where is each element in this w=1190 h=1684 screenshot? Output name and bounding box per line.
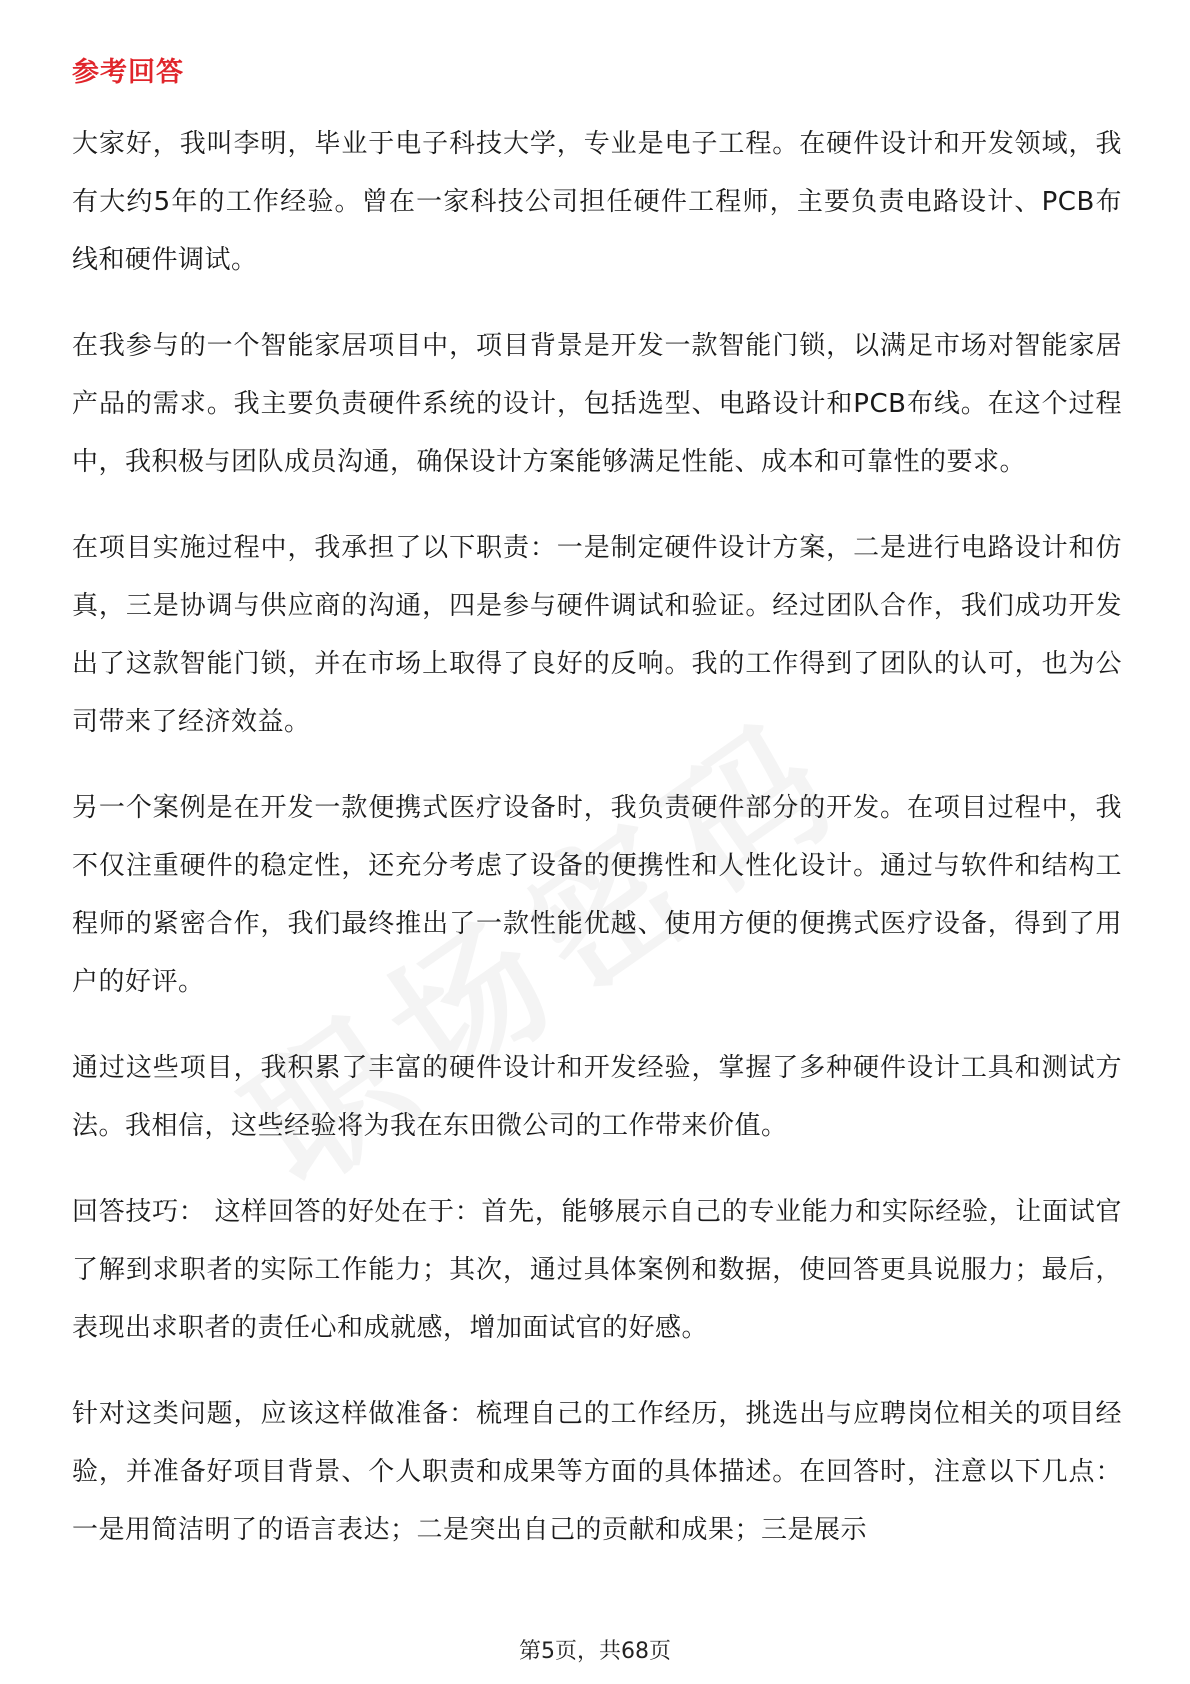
page-number: 第5页，共68页 <box>519 1639 671 1664</box>
paragraph-preparation: 针对这类问题，应该这样做准备：梳理自己的工作经历，挑选出与应聘岗位相关的项目经验，并准备好项目背景、个人职责和成果等方面的具体描述。在回答时，注意以下几点：一是用简洁明了的语言表达；二是突出自己的贡献和成果；三是展示 <box>72 1399 1122 1545</box>
paragraph-intro: 大家好，我叫李明，毕业于电子科技大学，专业是电子工程。在硬件设计和开发领域，我有大约5年的工作经验。曾在一家科技公司担任硬件工程师，主要负责电路设计、PCB布线和硬件调试。 <box>72 129 1122 275</box>
section-heading: 参考回答 <box>72 57 184 88</box>
paragraph-smart-home: 在我参与的一个智能家居项目中，项目背景是开发一款智能门锁，以满足市场对智能家居产品的需求。我主要负责硬件系统的设计，包括选型、电路设计和PCB布线。在这个过程中，我积极与团队成员沟通，确保设计方案能够满足性能、成本和可靠性的要求。 <box>72 331 1122 477</box>
paragraph-summary: 通过这些项目，我积累了丰富的硬件设计和开发经验，掌握了多种硬件设计工具和测试方法。我相信，这些经验将为我在东田微公司的工作带来价值。 <box>72 1053 1122 1141</box>
paragraph-medical-device: 另一个案例是在开发一款便携式医疗设备时，我负责硬件部分的开发。在项目过程中，我不仅注重硬件的稳定性，还充分考虑了设备的便携性和人性化设计。通过与软件和结构工程师的紧密合作，我们最终推出了一款性能优越、使用方便的便携式医疗设备，得到了用户的好评。 <box>72 793 1122 997</box>
answer-body <box>72 115 1122 1587</box>
paragraph-responsibilities: 在项目实施过程中，我承担了以下职责：一是制定硬件设计方案，二是进行电路设计和仿真，三是协调与供应商的沟通，四是参与硬件调试和验证。经过团队合作，我们成功开发出了这款智能门锁，并在市场上取得了良好的反响。我的工作得到了团队的认可，也为公司带来了经济效益。 <box>72 533 1122 737</box>
paragraph-answer-tips: 回答技巧： 这样回答的好处在于：首先，能够展示自己的专业能力和实际经验，让面试官了解到求职者的实际工作能力；其次，通过具体案例和数据，使回答更具说服力；最后，表现出求职者的责任心和成就感，增加面试官的好感。 <box>72 1197 1122 1343</box>
